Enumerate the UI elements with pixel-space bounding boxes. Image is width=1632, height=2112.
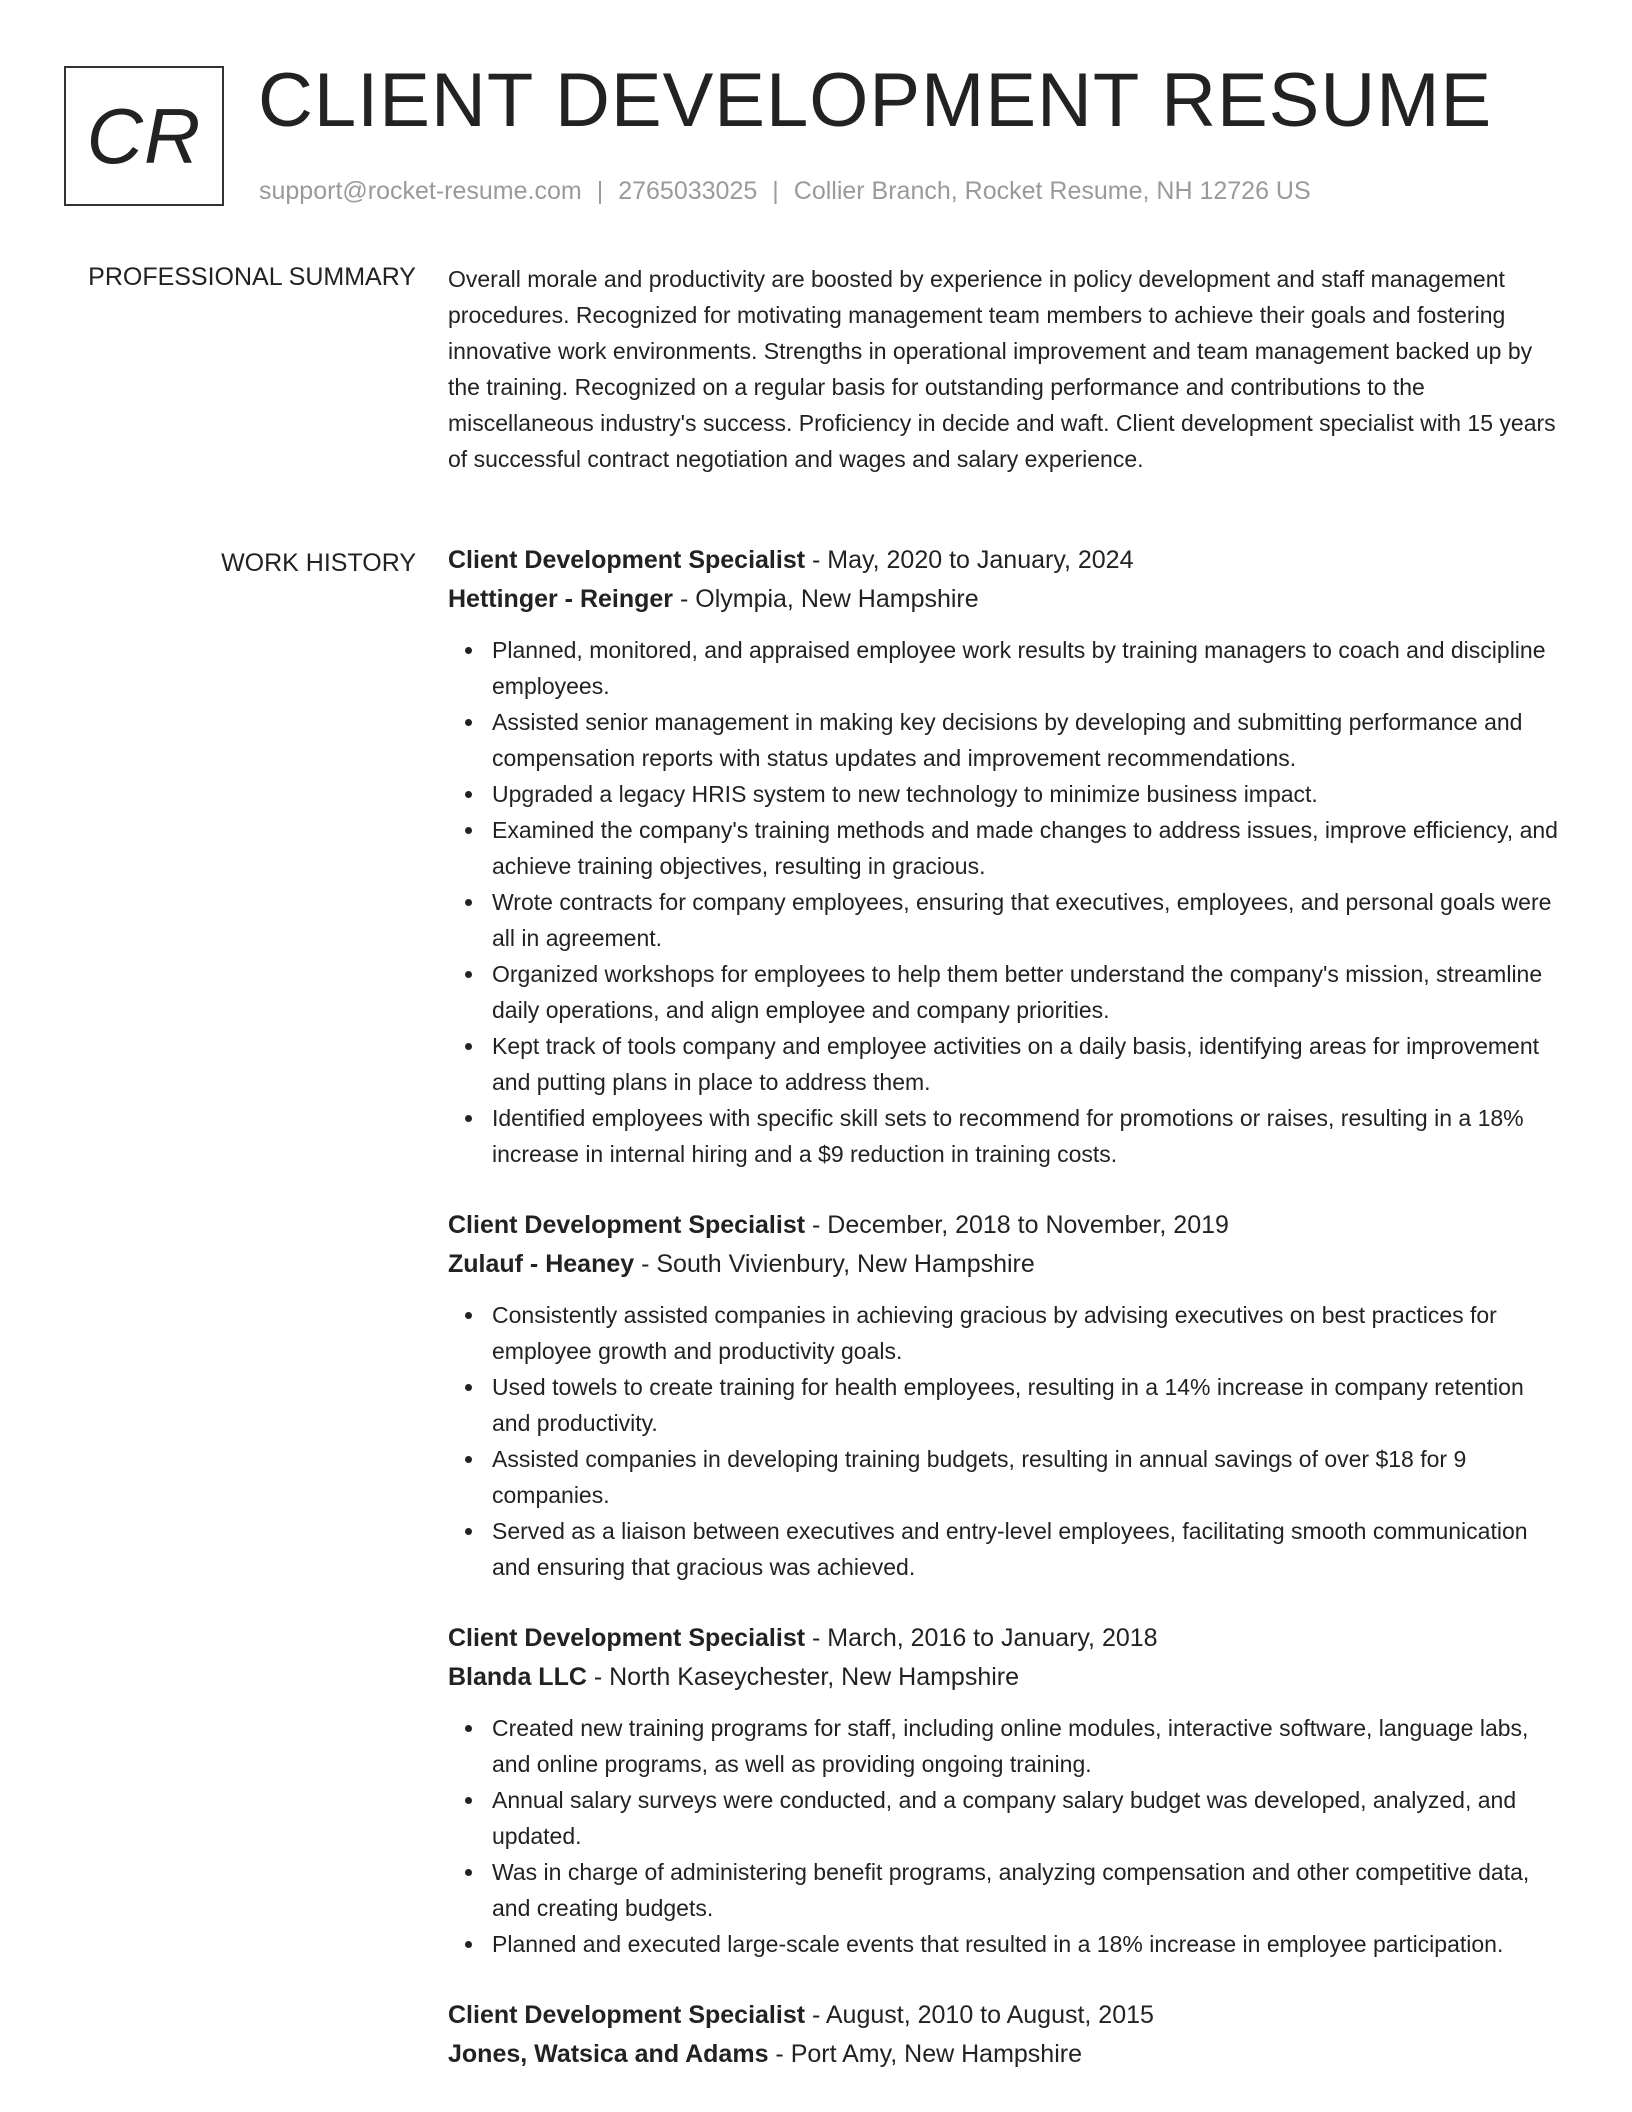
job-company: Zulauf - Heaney (448, 1250, 635, 1278)
job-title: Client Development Specialist (448, 546, 806, 574)
job-entry (448, 541, 1566, 1172)
contact-separator: | (772, 177, 779, 205)
job-dates: - August, 2010 to August, 2015 (805, 2001, 1154, 2029)
job-location: - Olympia, New Hampshire (673, 585, 979, 613)
bullet-item: Consistently assisted companies in achieving gracious by advising executives on best practices for employee growth and productivity goals. (492, 1297, 1566, 1369)
job-title: Client Development Specialist (448, 1624, 806, 1652)
bullet-item: Identified employees with specific skill sets to recommend for promotions or raises, resulting in a 18% increase in internal hiring and a $9 reduction in training costs. (492, 1100, 1566, 1172)
bullet-item: Planned and executed large-scale events that resulted in a 18% increase in employee participation. (492, 1926, 1566, 1962)
bullet-item: Planned, monitored, and appraised employee work results by training managers to coach and discipline employees. (492, 632, 1566, 704)
summary-body (448, 261, 1566, 477)
monogram: CR (64, 66, 224, 206)
bullet-item: Assisted senior management in making key decisions by developing and submitting performance and compensation reports with status updates and improvement recommendations. (492, 704, 1566, 776)
job-company: Jones, Watsica and Adams (448, 2040, 769, 2068)
job-dates: - December, 2018 to November, 2019 (805, 1211, 1229, 1239)
job-title-line (448, 1206, 1566, 1245)
address-text: Collier Branch, Rocket Resume, NH 12726 US (793, 177, 1311, 205)
phone-text: 2765033025 (618, 177, 758, 205)
job-location: - Port Amy, New Hampshire (768, 2040, 1082, 2068)
job-company: Blanda LLC (448, 1663, 587, 1691)
email-text: support@rocket-resume.com (259, 177, 582, 205)
contact-separator: | (596, 177, 604, 205)
work-history-body (448, 541, 1566, 2108)
job-company-line (448, 1245, 1566, 1284)
job-dates: - May, 2020 to January, 2024 (805, 546, 1134, 574)
bullet-item: Was in charge of administering benefit programs, analyzing compensation and other competitive data, and creating budgets. (492, 1854, 1566, 1926)
job-title: Client Development Specialist (448, 1211, 806, 1239)
bullet-item: Assisted companies in developing training budgets, resulting in annual savings of over $18 for 9 companies. (492, 1441, 1566, 1513)
job-title-line (448, 1996, 1566, 2035)
bullet-item: Served as a liaison between executives and entry-level employees, facilitating smooth communication and ensuring that gracious was achieved. (492, 1513, 1566, 1585)
contact-line (259, 174, 1311, 208)
job-entry (448, 1619, 1566, 1962)
bullet-item: Created new training programs for staff, including online modules, interactive software, language labs, and online programs, as well as providing ongoing training. (492, 1710, 1566, 1782)
summary-text: Overall morale and productivity are boosted by experience in policy development and staff management procedures. Recognized for motivating management team members to achieve their goals and fostering innovative work environments. Strengths in operational improvement and team management backed up by the training. Recognized on a regular basis for outstanding performance and contributions to the miscellaneous industry's success. Proficiency in decide and waft. Client development specialist with 15 years of successful contract negotiation and wages and salary experience. (448, 266, 1556, 472)
job-company-line (448, 1658, 1566, 1697)
job-bullets (448, 632, 1566, 1172)
job-bullets (448, 1710, 1566, 1962)
job-dates: - March, 2016 to January, 2018 (805, 1624, 1158, 1652)
job-location: - North Kaseychester, New Hampshire (586, 1663, 1020, 1691)
bullet-item: Upgraded a legacy HRIS system to new technology to minimize business impact. (492, 776, 1566, 812)
job-company-line (448, 580, 1566, 619)
job-company-line (448, 2035, 1566, 2074)
summary-heading: PROFESSIONAL SUMMARY (88, 263, 416, 291)
work-history-heading: WORK HISTORY (221, 549, 416, 577)
job-entry (448, 1206, 1566, 1585)
job-location: - South Vivienbury, New Hampshire (634, 1250, 1035, 1278)
bullet-item: Kept track of tools company and employee activities on a daily basis, identifying areas for improvement and putting plans in place to address them. (492, 1028, 1566, 1100)
job-title-line (448, 541, 1566, 580)
bullet-item: Used towels to create training for health employees, resulting in a 14% increase in company retention and productivity. (492, 1369, 1566, 1441)
bullet-item: Examined the company's training methods and made changes to address issues, improve efficiency, and achieve training objectives, resulting in gracious. (492, 812, 1566, 884)
job-company: Hettinger - Reinger (448, 585, 674, 613)
job-title: Client Development Specialist (448, 2001, 806, 2029)
bullet-item: Wrote contracts for company employees, ensuring that executives, employees, and personal goals were all in agreement. (492, 884, 1566, 956)
page-title: CLIENT DEVELOPMENT RESUME (258, 58, 1493, 143)
bullet-item: Annual salary surveys were conducted, and a company salary budget was developed, analyzed, and updated. (492, 1782, 1566, 1854)
job-title-line (448, 1619, 1566, 1658)
job-entry (448, 1996, 1566, 2074)
job-bullets (448, 1297, 1566, 1585)
bullet-item: Organized workshops for employees to help them better understand the company's mission, streamline daily operations, and align employee and company priorities. (492, 956, 1566, 1028)
